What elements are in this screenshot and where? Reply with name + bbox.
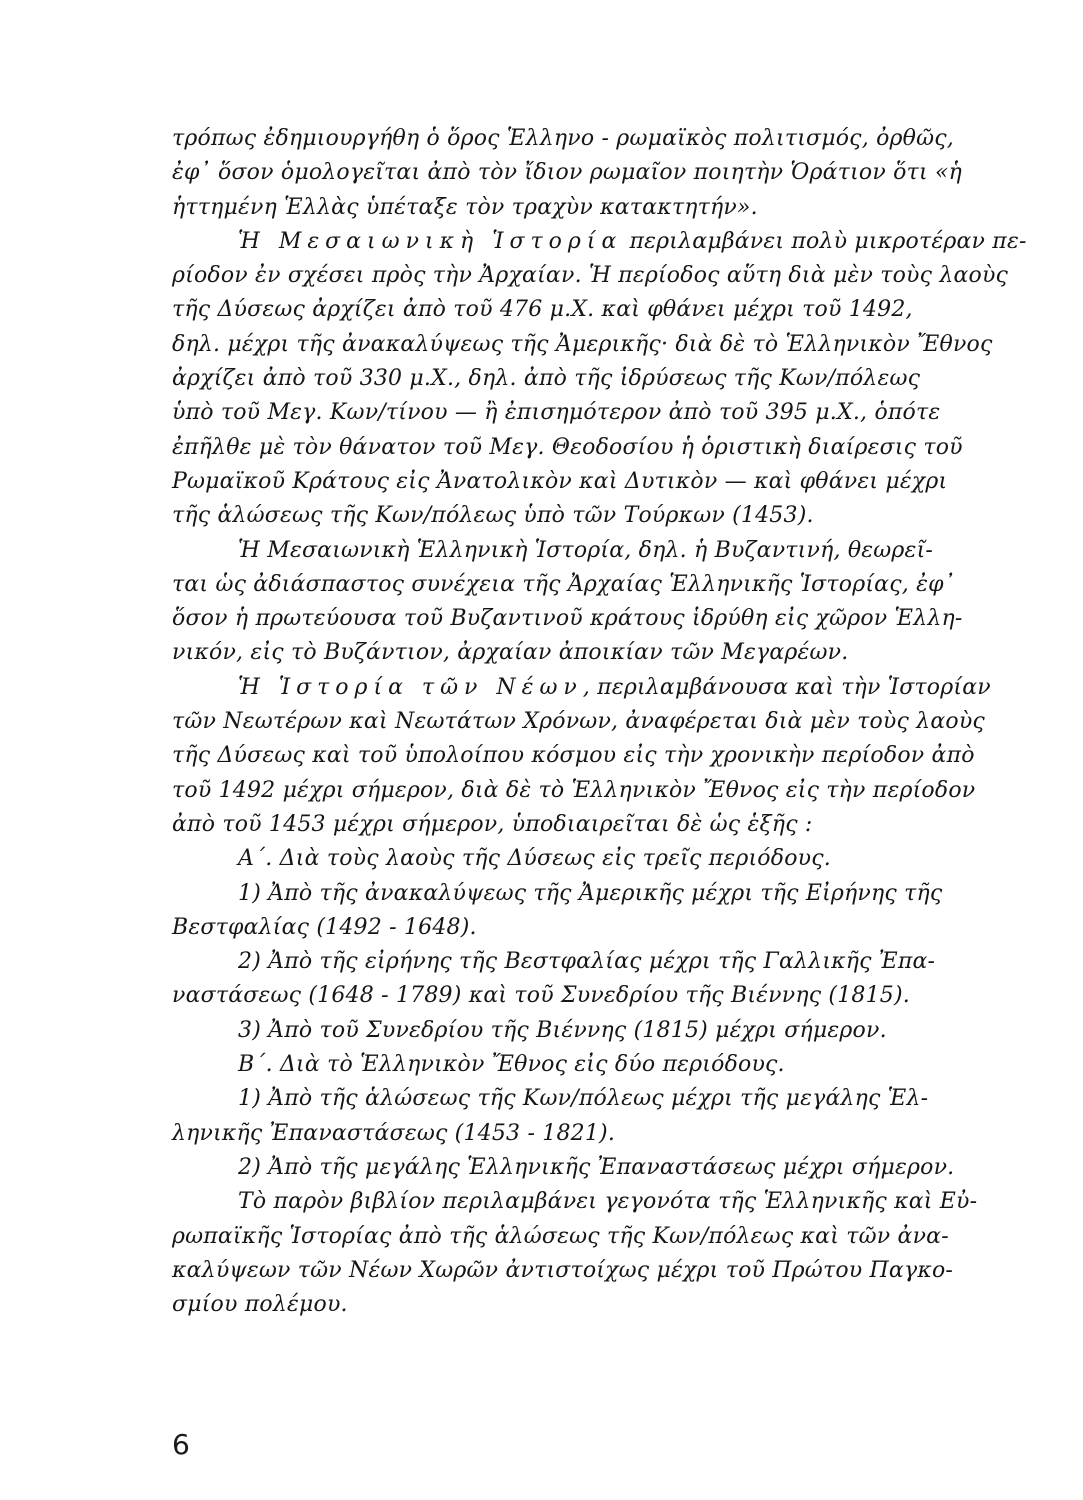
text-line: [172, 1151, 1032, 1185]
line-text: ἐπῆλθε μὲ τὸν θάνατον τοῦ Μεγ. Θεοδοσίου ἡ ὁριστικὴ διαίρεσις τοῦ: [172, 434, 963, 460]
text-line: [172, 739, 1032, 773]
line-text: , περιλαμβάνουσα καὶ τὴν Ἱστορίαν: [582, 674, 991, 700]
line-text: 1) Ἀπὸ τῆς ἀνακαλύψεως τῆς Ἀμερικῆς μέχρι τῆς Εἰρήνης τῆς: [238, 880, 943, 906]
line-text: σμίου πολέμου.: [172, 1292, 348, 1318]
text-line: [172, 877, 1032, 911]
line-text: καλύψεων τῶν Νέων Χωρῶν ἀντιστοίχως μέχρι τοῦ Πρώτου Παγκο-: [172, 1257, 954, 1283]
text-line: [172, 465, 1032, 499]
line-text: 2) Ἀπὸ τῆς εἰρήνης τῆς Βεστφαλίας μέχρι τῆς Γαλλικῆς Ἐπα-: [238, 949, 936, 975]
text-line: [172, 1288, 1032, 1322]
text-line: [172, 122, 1032, 156]
line-text: ἡττημένη Ἑλλὰς ὑπέταξε τὸν τραχὺν κατακτητήν».: [172, 194, 758, 220]
line-text: τῆς Δύσεως ἀρχίζει ἀπὸ τοῦ 476 μ.Χ. καὶ φθάνει μέχρι τοῦ 1492,: [172, 297, 913, 323]
text-line: [172, 945, 1032, 979]
line-text: ἀρχίζει ἀπὸ τοῦ 330 μ.Χ., δηλ. ἀπὸ τῆς ἱδρύσεως τῆς Κων/πόλεως: [172, 366, 921, 392]
line-text: νικόν, εἰς τὸ Βυζάντιον, ἀρχαίαν ἀποικίαν τῶν Μεγαρέων.: [172, 640, 849, 666]
line-text: ὅσον ἡ πρωτεύουσα τοῦ Βυζαντινοῦ κράτους ἱδρύθη εἰς χῶρον Ἑλλη-: [172, 606, 963, 632]
text-line: [172, 808, 1032, 842]
text-line: [172, 671, 1032, 705]
text-line: [172, 636, 1032, 670]
line-text: ἐφ᾽ ὅσον ὁμολογεῖται ἀπὸ τὸν ἴδιον ρωμαῖον ποιητὴν Ὁράτιον ὅτι «ἡ: [172, 160, 963, 186]
line-text: τοῦ 1492 μέχρι σήμερον, διὰ δὲ τὸ Ἑλληνικὸν Ἔθνος εἰς τὴν περίοδον: [172, 777, 976, 803]
line-text: Β΄. Διὰ τὸ Ἑλληνικὸν Ἔθνος εἰς δύο περιόδους.: [238, 1052, 785, 1078]
line-text: ληνικῆς Ἐπαναστάσεως (1453 - 1821).: [172, 1120, 616, 1146]
line-text: ρίοδον ἐν σχέσει πρὸς τὴν Ἀρχαίαν. Ἡ περίοδος αὕτη διὰ μὲν τοὺς λαοὺς: [172, 263, 1009, 289]
line-text: 3) Ἀπὸ τοῦ Συνεδρίου τῆς Βιέννης (1815) μέχρι σήμερον.: [238, 1017, 887, 1043]
line-text: ναστάσεως (1648 - 1789) καὶ τοῦ Συνεδρίου τῆς Βιέννης (1815).: [172, 983, 910, 1009]
text-line: [172, 1117, 1032, 1151]
text-line: [172, 979, 1032, 1013]
text-line: [172, 431, 1032, 465]
line-text: περιλαμβάνει πολὺ μικροτέραν πε-: [622, 228, 1027, 254]
line-text: Ρωμαϊκοῦ Κράτους εἰς Ἀνατολικὸν καὶ Δυτικὸν — καὶ φθάνει μέχρι: [172, 468, 948, 494]
body-text: [172, 122, 1032, 1322]
text-line: [172, 259, 1032, 293]
section-heading: Ἡ Μεσαιωνικὴ Ἱστορία: [238, 228, 623, 254]
text-line: [172, 568, 1032, 602]
text-line: [172, 774, 1032, 808]
line-text: τῆς ἁλώσεως τῆς Κων/πόλεως ὑπὸ τῶν Τούρκων (1453).: [172, 503, 814, 529]
text-line: [172, 225, 1032, 259]
text-line: [172, 499, 1032, 533]
text-line: [172, 1185, 1032, 1219]
text-line: [172, 156, 1032, 190]
text-line: [172, 191, 1032, 225]
text-line: [172, 842, 1032, 876]
text-line: [172, 362, 1032, 396]
text-line: [172, 1220, 1032, 1254]
line-text: τρόπως ἐδημιουργήθη ὁ ὅρος Ἑλληνο - ρωμαϊκὸς πολιτισμός, ὀρθῶς,: [172, 126, 954, 151]
text-line: [172, 328, 1032, 362]
line-text: ται ὡς ἀδιάσπαστος συνέχεια τῆς Ἀρχαίας Ἑλληνικῆς Ἱστορίας, ἐφ᾽: [172, 571, 955, 597]
line-text: Α΄. Διὰ τοὺς λαοὺς τῆς Δύσεως εἰς τρεῖς περιόδους.: [238, 846, 831, 872]
text-line: [172, 911, 1032, 945]
line-text: δηλ. μέχρι τῆς ἀνακαλύψεως τῆς Ἀμερικῆς· διὰ δὲ τὸ Ἑλληνικὸν Ἔθνος: [172, 331, 993, 357]
line-text: 2) Ἀπὸ τῆς μεγάλης Ἑλληνικῆς Ἐπαναστάσεως μέχρι σήμερον.: [238, 1154, 955, 1180]
line-text: ὑπὸ τοῦ Μεγ. Κων/τίνου — ἢ ἐπισημότερον ἀπὸ τοῦ 395 μ.Χ., ὁπότε: [172, 400, 941, 426]
text-line: [172, 1048, 1032, 1082]
line-text: τῆς Δύσεως καὶ τοῦ ὑπολοίπου κόσμου εἰς τὴν χρονικὴν περίοδον ἀπὸ: [172, 743, 975, 769]
section-heading: Ἡ Ἱστορία τῶν Νέων: [238, 674, 583, 700]
page-number: 6: [172, 1428, 190, 1461]
line-text: τῶν Νεωτέρων καὶ Νεωτάτων Χρόνων, ἀναφέρεται διὰ μὲν τοὺς λαοὺς: [172, 709, 985, 735]
line-text: 1) Ἀπὸ τῆς ἁλώσεως τῆς Κων/πόλεως μέχρι τῆς μεγάλης Ἑλ-: [238, 1086, 929, 1112]
line-text: ἀπὸ τοῦ 1453 μέχρι σήμερον, ὑποδιαιρεῖται δὲ ὡς ἑξῆς :: [172, 811, 813, 837]
text-line: [172, 602, 1032, 636]
line-text: Ἡ Μεσαιωνικὴ Ἑλληνικὴ Ἱστορία, δηλ. ἡ Βυζαντινή, θεωρεῖ-: [238, 537, 934, 563]
text-line: [172, 534, 1032, 568]
line-text: Τὸ παρὸν βιβλίον περιλαμβάνει γεγονότα τῆς Ἑλληνικῆς καὶ Εὐ-: [238, 1189, 978, 1215]
text-line: [172, 1082, 1032, 1116]
text-line: [172, 1254, 1032, 1288]
text-line: [172, 705, 1032, 739]
text-line: [172, 1014, 1032, 1048]
line-text: ρωπαϊκῆς Ἱστορίας ἀπὸ τῆς ἁλώσεως τῆς Κων/πόλεως καὶ τῶν ἀνα-: [172, 1223, 949, 1249]
line-text: Βεστφαλίας (1492 - 1648).: [172, 914, 477, 940]
text-line: [172, 396, 1032, 430]
text-line: [172, 293, 1032, 327]
